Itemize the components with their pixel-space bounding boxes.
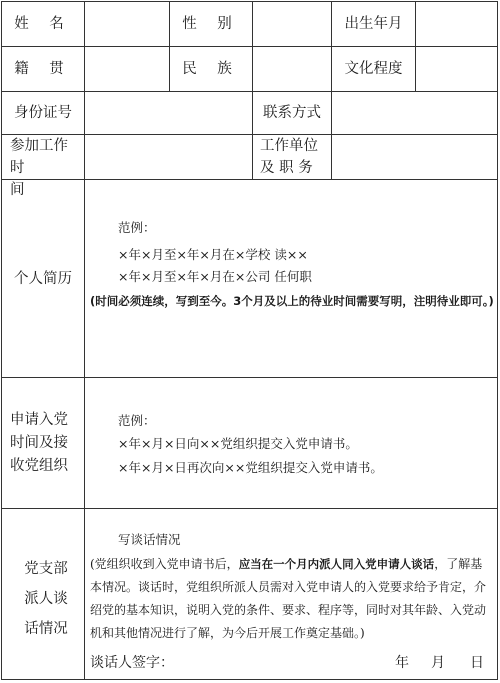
employer-label-line1: 工作单位 bbox=[260, 138, 318, 154]
apply-example-line1: ×年×月×日向××党组织提交入党申请书。 bbox=[118, 436, 358, 451]
resume-label: 个人简历 bbox=[14, 270, 72, 287]
apply-label bbox=[10, 409, 82, 478]
native-place-label: 籍 贯 bbox=[14, 61, 72, 77]
resume-example-label: 范例： bbox=[118, 220, 156, 235]
resume-note bbox=[90, 289, 494, 313]
date-year-label: 年 bbox=[395, 655, 409, 671]
interview-label-line3: 话情况 bbox=[24, 621, 68, 637]
work-start-label-line2: 时 间 bbox=[10, 160, 45, 198]
id-number-label: 身份证号 bbox=[14, 105, 72, 121]
id-number-value[interactable] bbox=[85, 92, 252, 134]
row-divider bbox=[2, 377, 497, 378]
work-start-label-line1: 参加工作 bbox=[10, 138, 68, 154]
date-day-label: 日 bbox=[470, 655, 484, 671]
gender-value[interactable] bbox=[253, 2, 331, 46]
apply-example-line2: ×年×月×日再次向××党组织提交入党申请书。 bbox=[118, 460, 383, 475]
employer-label-line2: 及 职 务 bbox=[260, 160, 313, 176]
native-place-value[interactable] bbox=[85, 47, 169, 91]
interview-heading: 写谈话情况 bbox=[118, 532, 181, 547]
education-value[interactable] bbox=[416, 47, 497, 91]
interview-paragraph bbox=[90, 553, 494, 645]
name-value[interactable] bbox=[85, 2, 169, 46]
col-divider bbox=[84, 179, 85, 679]
interview-label-line1: 党支部 bbox=[24, 561, 68, 577]
interview-label-line2: 派人谈 bbox=[24, 591, 68, 607]
birth-label: 出生年月 bbox=[344, 16, 403, 32]
signer-label: 谈话人签字： bbox=[90, 655, 174, 671]
ethnicity-value[interactable] bbox=[253, 47, 331, 91]
row-divider bbox=[2, 508, 497, 509]
contact-value[interactable] bbox=[332, 92, 497, 134]
interview-para-start: (党组织收到入党申请书后， bbox=[90, 557, 239, 571]
interview-para-bold: 应当在一个月内派人同入党申请人谈话 bbox=[238, 557, 435, 571]
date-month-label: 月 bbox=[431, 655, 445, 671]
resume-note-text: (时间必须连续，写到至今。3个月及以上的待业时间需要写明，注明待业即可。) bbox=[90, 294, 494, 308]
apply-label-line2: 时间及接 bbox=[10, 435, 68, 451]
employer-value[interactable] bbox=[332, 135, 497, 179]
party-application-form bbox=[1, 1, 498, 680]
resume-example-line1: ×年×月至×年×月在×学校 读×× bbox=[118, 247, 308, 262]
resume-example-line2: ×年×月至×年×月在×公司 任何职 bbox=[118, 269, 312, 284]
employer-label bbox=[260, 135, 330, 179]
birth-value[interactable] bbox=[416, 2, 497, 46]
education-label: 文化程度 bbox=[344, 61, 403, 77]
interview-para-rest: ，了解基本情况。谈话时，党组织所派人员需对入党申请人的入党要求给予肯定，介绍党的基本知识，说明入党的条件、要求、程序等，同时对其年龄、入党动机和其他情况进行了解，为今后开展工作奠定基础。) bbox=[90, 557, 487, 640]
ethnicity-label: 民 族 bbox=[182, 61, 240, 77]
gender-label: 性 别 bbox=[182, 16, 240, 32]
apply-label-line1: 申请入党 bbox=[10, 412, 68, 428]
signer-signature-field[interactable] bbox=[192, 652, 382, 674]
apply-example-label: 范例： bbox=[118, 413, 156, 428]
contact-label: 联系方式 bbox=[263, 105, 321, 121]
apply-label-line3: 收党组织 bbox=[10, 458, 68, 474]
interview-label bbox=[10, 554, 82, 644]
work-start-value[interactable] bbox=[85, 135, 252, 179]
name-label: 姓 名 bbox=[14, 16, 72, 32]
